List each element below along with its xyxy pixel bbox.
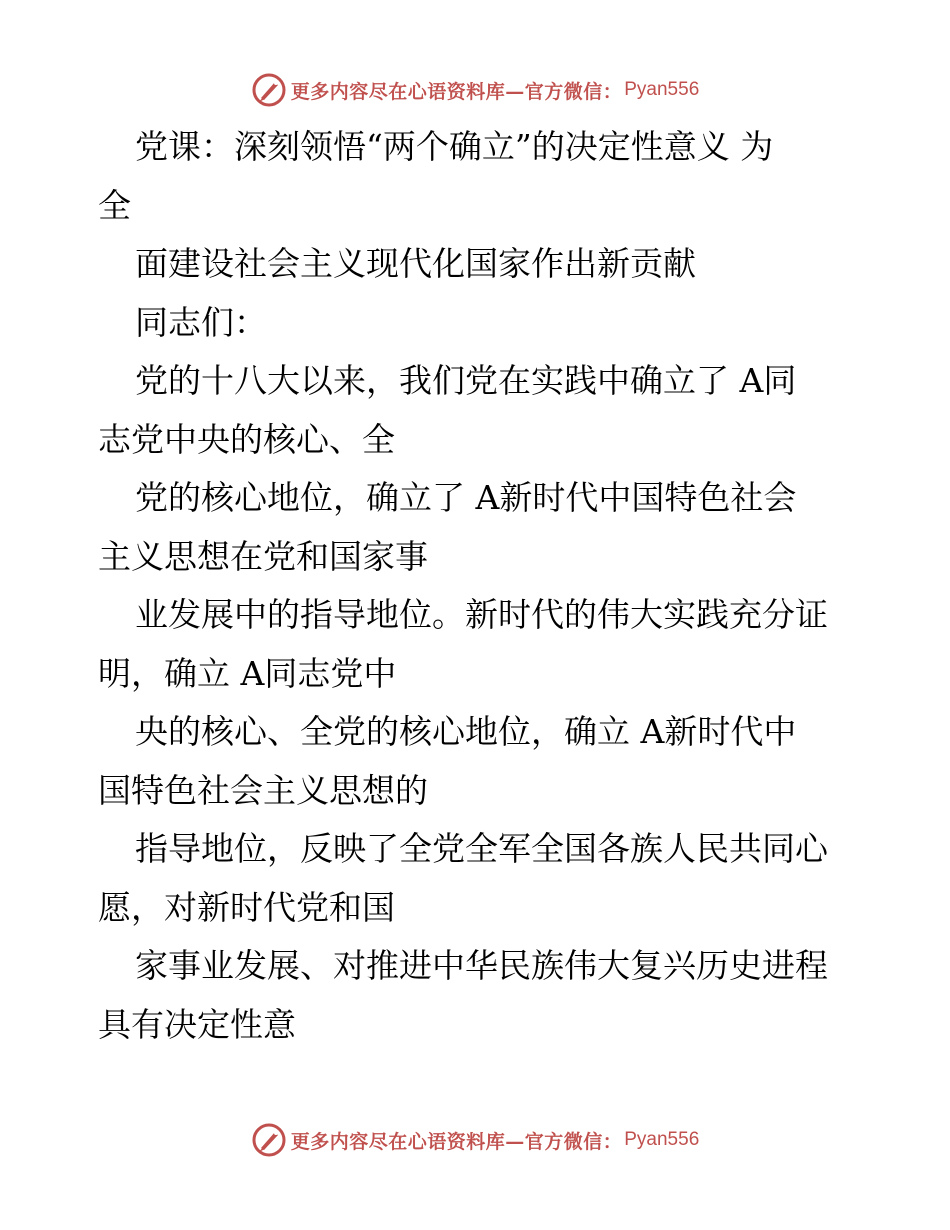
wechat-id: Pyan556 xyxy=(624,1129,700,1150)
quill-pen-logo-icon xyxy=(251,72,287,108)
text-line: 面建设社会主义现代化国家作出新贡献 xyxy=(135,244,696,283)
text-line: 主义思想在党和国家事 xyxy=(98,536,428,576)
footer-banner xyxy=(0,1120,950,1160)
text-line: 党课：深刻领悟“两个确立”的决定性意义 为 xyxy=(135,127,774,166)
text-line: 央的核心、全党的核心地位，确立 A新时代中 xyxy=(135,712,797,751)
text-line: 国特色社会主义思想的 xyxy=(98,770,428,810)
text-line: 家事业发展、对推进中华民族伟大复兴历史进程 xyxy=(135,946,828,985)
document-body xyxy=(98,118,868,1054)
text-line: 愿，对新时代党和国 xyxy=(98,887,395,927)
wechat-id: Pyan556 xyxy=(624,79,700,100)
header-banner xyxy=(0,70,950,110)
text-line: 明，确立 A同志党中 xyxy=(98,653,397,693)
text-line: 党的核心地位，确立了 A新时代中国特色社会 xyxy=(135,478,797,517)
text-line: 具有决定性意 xyxy=(98,1004,296,1044)
text-line: 志党中央的核心、全 xyxy=(98,419,395,459)
text-line: 指导地位，反映了全党全军全国各族人民共同心 xyxy=(135,829,828,868)
text-line: 业发展中的指导地位。新时代的伟大实践充分证 xyxy=(135,595,828,634)
banner-text: 更多内容尽在心语资料库—官方微信： xyxy=(290,1130,623,1153)
text-line: 同志们： xyxy=(135,302,267,342)
text-line: 党的十八大以来，我们党在实践中确立了 A同 xyxy=(135,361,797,400)
banner-text: 更多内容尽在心语资料库—官方微信： xyxy=(290,80,623,103)
text-line: 全 xyxy=(98,185,131,225)
quill-pen-logo-icon xyxy=(251,1122,287,1158)
